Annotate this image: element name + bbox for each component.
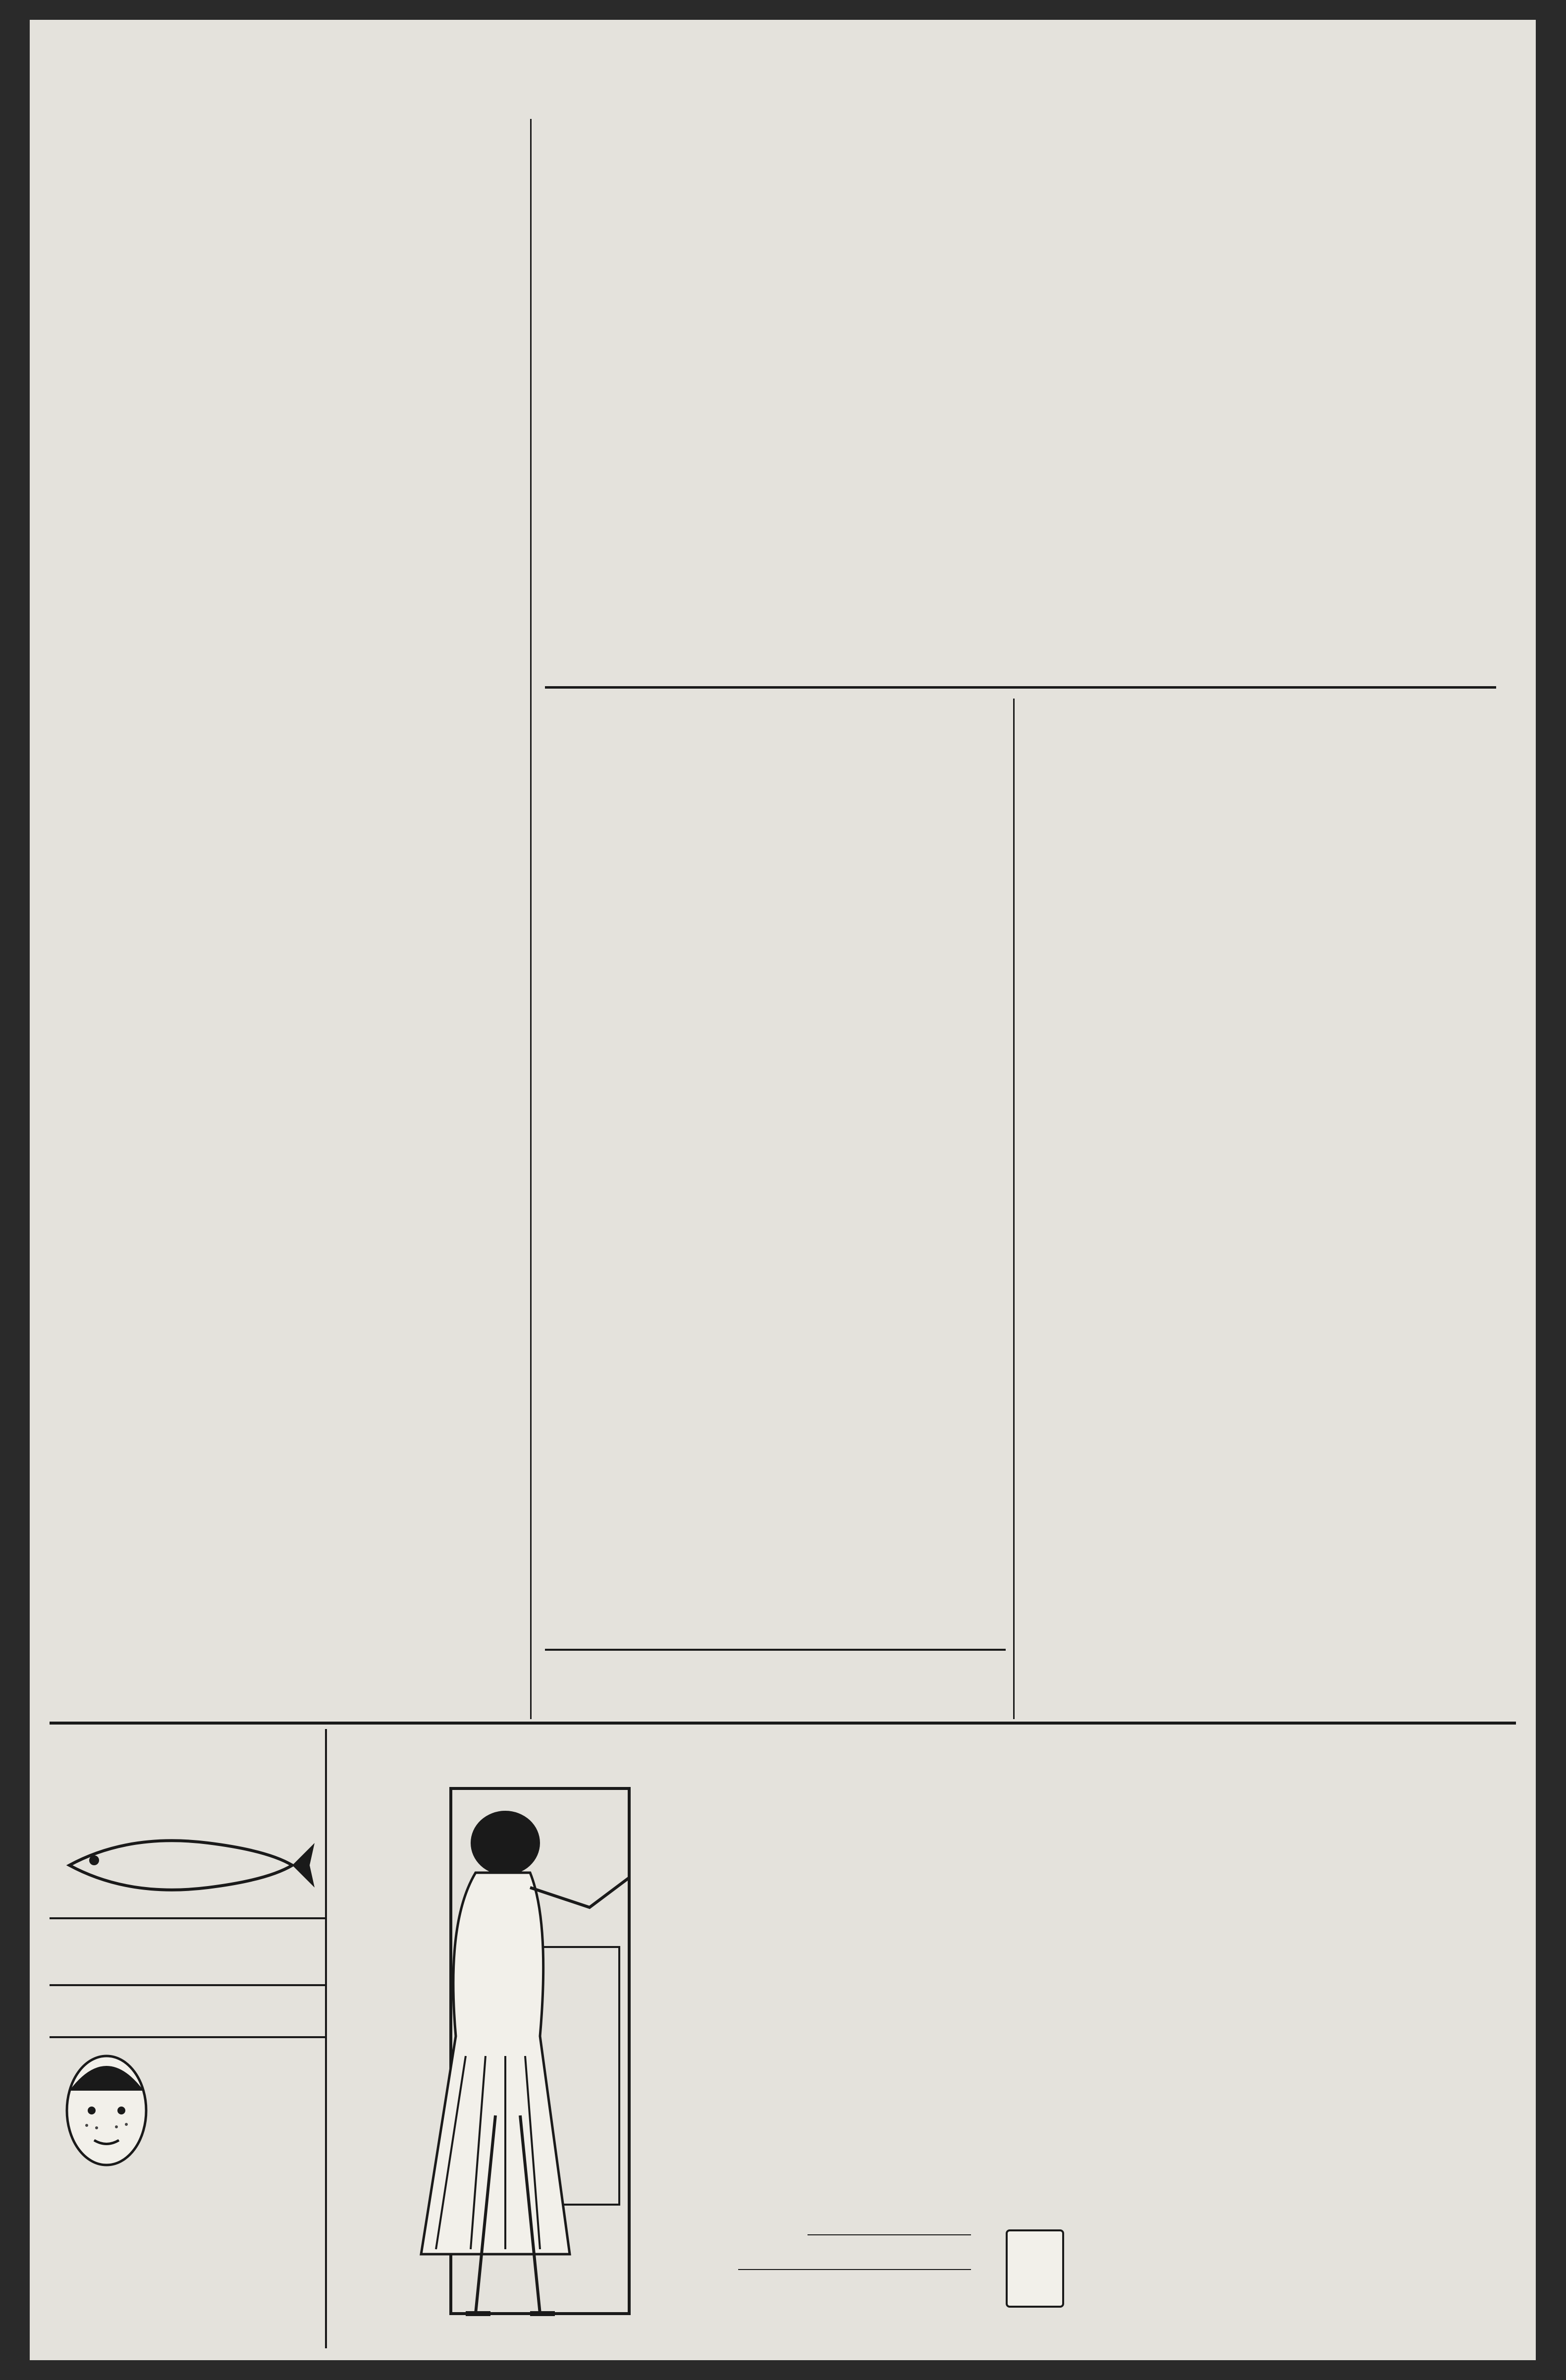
burnus-ort-field[interactable] xyxy=(738,2269,971,2270)
face-icon xyxy=(59,2046,154,2175)
burnus-name-field[interactable] xyxy=(808,2234,971,2235)
newspaper-page xyxy=(30,20,1536,2360)
column-divider-2 xyxy=(1013,699,1015,1719)
granat-rule-1 xyxy=(50,1917,325,1919)
granat-rule-2 xyxy=(50,1984,325,1986)
burnus-box xyxy=(1006,2229,1064,2308)
column-middle-news xyxy=(545,699,1006,1645)
woman-keyhole-illustration xyxy=(391,1759,649,2343)
lead-rule xyxy=(545,686,1496,689)
ad-classifieds xyxy=(1258,1729,1516,2348)
column-right-news xyxy=(1021,699,1496,1719)
granat-rule-3 xyxy=(50,2036,325,2038)
column-divider xyxy=(530,119,532,1719)
lead-article-right xyxy=(1021,230,1496,681)
advertisement-section xyxy=(50,1729,1516,2348)
fish-icon xyxy=(59,1828,317,1902)
ad-granat xyxy=(50,1729,327,2348)
ads-rule xyxy=(50,1722,1516,1725)
voter-rule xyxy=(545,1649,1006,1651)
voter-notice xyxy=(545,1655,1006,1729)
ad-burnus xyxy=(391,1759,1085,2343)
column-local-news xyxy=(50,119,520,1734)
lead-article-left xyxy=(545,230,1006,681)
ad-granat-frame xyxy=(50,1729,327,2348)
